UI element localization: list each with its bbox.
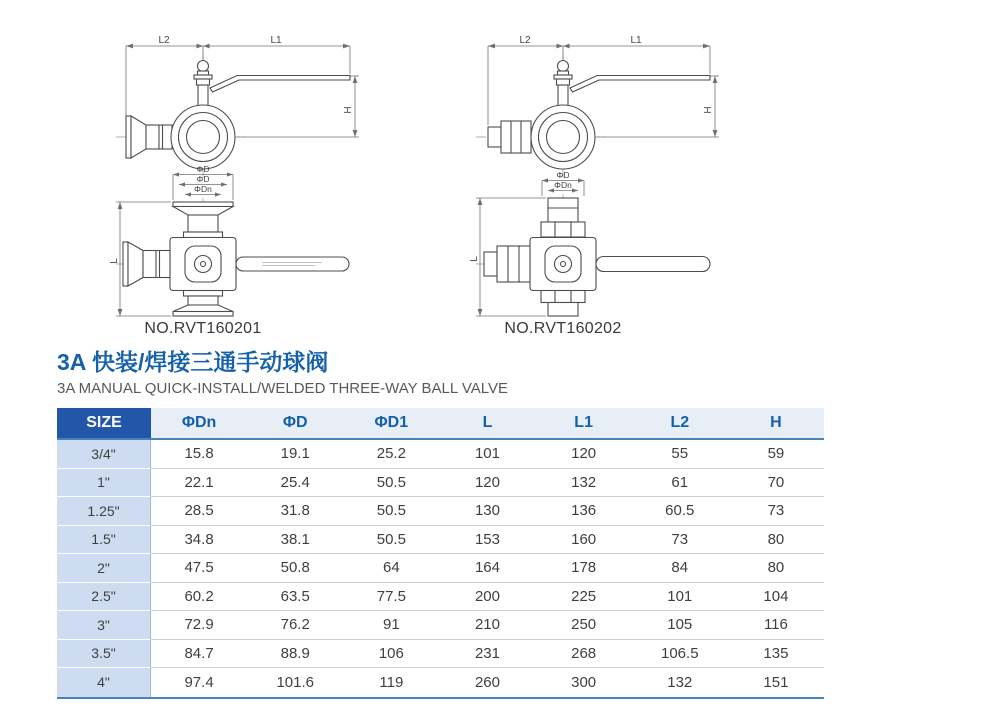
header-cell: ΦD1 bbox=[374, 414, 409, 431]
row-size-cell: 3/4" bbox=[57, 440, 151, 469]
row-data-cell: 50.5 bbox=[343, 526, 439, 555]
row-data-cell: 15.8 bbox=[151, 440, 247, 469]
row-data-cell: 47.5 bbox=[151, 554, 247, 583]
row-data-cell: 164 bbox=[439, 554, 535, 583]
header-cell: ΦDn bbox=[181, 414, 217, 431]
row-data-cell: 73 bbox=[728, 497, 824, 526]
title-block bbox=[57, 348, 508, 397]
row-data-cell: 60.5 bbox=[632, 497, 728, 526]
dim-label-l1: L1 bbox=[270, 35, 282, 46]
row-data-cell: 225 bbox=[536, 583, 632, 612]
row-data-cell: 64 bbox=[343, 554, 439, 583]
table-row bbox=[57, 440, 824, 469]
row-data-cell: 210 bbox=[439, 611, 535, 640]
row-data-cell: 250 bbox=[536, 611, 632, 640]
row-data-cell: 120 bbox=[536, 440, 632, 469]
side-view bbox=[116, 35, 359, 180]
row-data-cell: 178 bbox=[536, 554, 632, 583]
row-data-cell: 77.5 bbox=[343, 583, 439, 612]
handle-front bbox=[236, 257, 349, 271]
row-data-cell: 25.2 bbox=[343, 440, 439, 469]
row-data-cell: 105 bbox=[632, 611, 728, 640]
spec-table bbox=[57, 408, 824, 699]
row-data-cell: 50.5 bbox=[343, 469, 439, 498]
row-data-cell: 60.2 bbox=[151, 583, 247, 612]
row-data-cell: 130 bbox=[439, 497, 535, 526]
row-data-cell: 153 bbox=[439, 526, 535, 555]
dim-label-phi-dn: ΦDn bbox=[194, 184, 212, 194]
row-size-cell: 3" bbox=[57, 611, 151, 640]
row-size-cell: 2" bbox=[57, 554, 151, 583]
row-data-cell: 231 bbox=[439, 640, 535, 669]
row-data-cell: 63.5 bbox=[247, 583, 343, 612]
row-data-cell: 119 bbox=[379, 673, 404, 691]
row-data-cell: 80 bbox=[728, 526, 824, 555]
row-data-cell: 61 bbox=[632, 469, 728, 498]
row-data-cell: 76.2 bbox=[247, 611, 343, 640]
table-row bbox=[57, 526, 824, 555]
dim-label-h: H bbox=[703, 106, 714, 114]
page-title: 3A 快装/焊接三通手动球阀 bbox=[57, 349, 329, 375]
row-data-cell: 104 bbox=[728, 583, 824, 612]
row-data-cell: 88.9 bbox=[247, 640, 343, 669]
dim-label-phi-d: ΦD bbox=[556, 170, 570, 180]
header-cell: L2 bbox=[670, 414, 690, 431]
table-row bbox=[57, 611, 824, 640]
row-data-cell: 34.8 bbox=[151, 526, 247, 555]
row-data-cell: 72.9 bbox=[151, 611, 247, 640]
drawing-welded bbox=[470, 32, 722, 337]
table-row bbox=[57, 583, 824, 612]
row-data-cell: 91 bbox=[343, 611, 439, 640]
header-cell-size: SIZE bbox=[57, 408, 151, 438]
row-data-cell: 28.5 bbox=[151, 497, 247, 526]
spec-table-body bbox=[57, 440, 824, 697]
table-row bbox=[57, 554, 824, 583]
row-data-cell: 50.8 bbox=[247, 554, 343, 583]
row-size-cell: 1.5" bbox=[57, 526, 151, 555]
page-subtitle: 3A MANUAL QUICK-INSTALL/WELDED THREE-WAY BALL VALVE bbox=[57, 380, 508, 397]
row-data-cell: 31.8 bbox=[247, 497, 343, 526]
header-cell: H bbox=[770, 414, 782, 431]
handle-front bbox=[596, 257, 710, 272]
dim-label-l: L bbox=[110, 258, 120, 264]
row-data-cell: 151 bbox=[763, 673, 789, 691]
dim-label-phi-dn: ΦDn bbox=[554, 180, 572, 190]
row-data-cell: 120 bbox=[439, 469, 535, 498]
row-data-cell: 116 bbox=[728, 611, 824, 640]
table-row bbox=[57, 497, 824, 526]
dim-label-h: H bbox=[343, 106, 354, 114]
table-row bbox=[57, 668, 824, 697]
row-data-cell: 106.5 bbox=[632, 640, 728, 669]
row-size-cell: 2.5" bbox=[57, 583, 151, 612]
row-data-cell: 101.6 bbox=[276, 673, 314, 691]
row-data-cell: 59 bbox=[728, 440, 824, 469]
row-data-cell: 22.1 bbox=[151, 469, 247, 498]
row-data-cell: 25.4 bbox=[247, 469, 343, 498]
row-data-cell: 160 bbox=[536, 526, 632, 555]
quick-install-valve-drawing bbox=[110, 32, 362, 318]
row-data-cell: 135 bbox=[728, 640, 824, 669]
row-data-cell: 84 bbox=[632, 554, 728, 583]
dim-label-phi-d: ΦD bbox=[196, 174, 210, 184]
row-data-cell: 38.1 bbox=[247, 526, 343, 555]
dim-label-l2: L2 bbox=[158, 35, 170, 46]
row-data-cell: 132 bbox=[536, 469, 632, 498]
row-data-cell: 106 bbox=[343, 640, 439, 669]
row-data-cell: 80 bbox=[728, 554, 824, 583]
header-cell: L1 bbox=[574, 414, 593, 431]
header-cell: ΦD bbox=[282, 414, 308, 431]
row-data-cell: 260 bbox=[474, 673, 500, 691]
dim-label-l2: L2 bbox=[519, 35, 531, 46]
spec-table-header bbox=[57, 408, 824, 440]
dim-label-l1: L1 bbox=[630, 35, 642, 46]
row-data-cell: 136 bbox=[536, 497, 632, 526]
row-size-cell: 3.5" bbox=[57, 640, 151, 669]
row-data-cell: 50.5 bbox=[343, 497, 439, 526]
row-data-cell: 300 bbox=[571, 673, 597, 691]
table-row bbox=[57, 469, 824, 498]
row-data-cell: 101 bbox=[439, 440, 535, 469]
front-view bbox=[110, 164, 349, 316]
front-view bbox=[470, 170, 710, 316]
row-data-cell: 70 bbox=[728, 469, 824, 498]
dim-label-l: L bbox=[470, 256, 480, 262]
drawing-caption-quick-install: NO.RVT160201 bbox=[144, 320, 262, 337]
row-data-cell: 101 bbox=[632, 583, 728, 612]
row-data-cell: 97.4 bbox=[184, 673, 214, 691]
drawing-quick-install bbox=[110, 32, 362, 337]
drawing-caption-welded: NO.RVT160202 bbox=[504, 320, 622, 337]
row-data-cell: 73 bbox=[632, 526, 728, 555]
dim-label-phi-d-outer: ΦD bbox=[196, 164, 210, 174]
row-size-cell: 1.25" bbox=[57, 497, 151, 526]
row-data-cell: 84.7 bbox=[151, 640, 247, 669]
table-row bbox=[57, 640, 824, 669]
row-data-cell: 55 bbox=[632, 440, 728, 469]
row-data-cell: 200 bbox=[439, 583, 535, 612]
row-data-cell: 268 bbox=[536, 640, 632, 669]
side-view bbox=[476, 35, 719, 180]
row-data-cell: 132 bbox=[667, 673, 693, 691]
welded-valve-drawing bbox=[470, 32, 722, 318]
header-cell: L bbox=[482, 414, 493, 431]
row-size-cell: 1" bbox=[57, 469, 151, 498]
row-size-cell: 4" bbox=[57, 668, 151, 697]
row-data-cell: 19.1 bbox=[247, 440, 343, 469]
